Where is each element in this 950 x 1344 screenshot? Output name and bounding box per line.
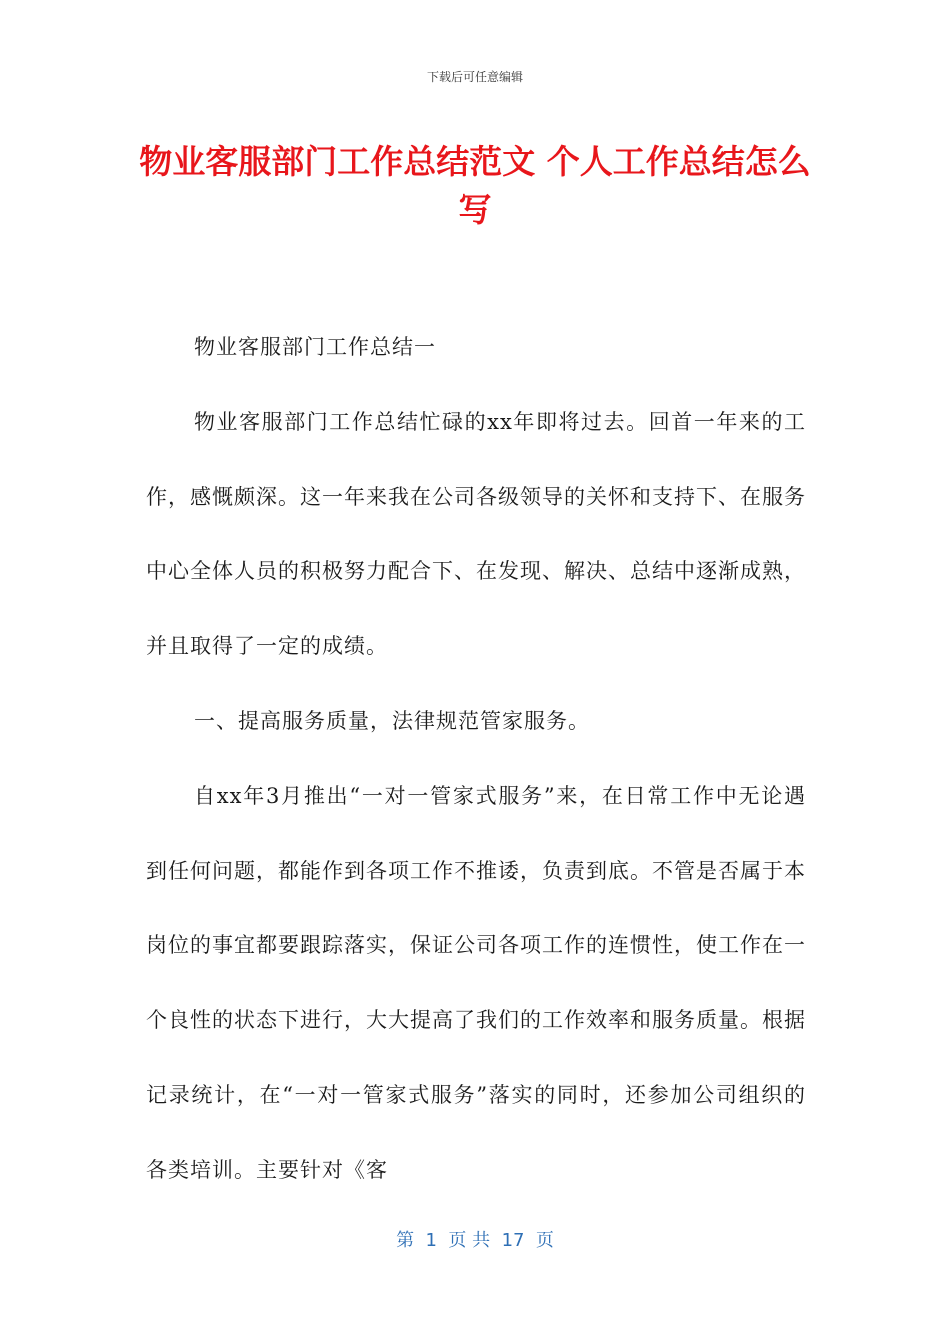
page-footer: 第 1 页 共 17 页 [396,1230,554,1251]
paragraph-section-heading: 物业客服部门工作总结一 [194,335,436,359]
header-note: 下载后可任意编辑 [426,70,523,84]
document-title: 物业客服部门工作总结范文 个人工作总结怎么写 [139,142,811,229]
paragraph-service-detail: 自xx年3月推出“一对一管家式服务”来，在日常工作中无论遇到任何问题，都能作到各项工作不推诿，负责到底。不管是否属于本岗位的事宜都要跟踪落实，保证公司各项工作的连惯性，使工作在一个良性的状态下进行，大大提高了我们的工作效率和服务质量。根据记录统计，在“一对一管家式服务”落实的同时，还参加公司组织的各类培训。主要针对《客 [146,783,806,1182]
document-body [146,310,806,1208]
paragraph-subheading: 一、提高服务质量，法律规范管家服务。 [194,708,590,733]
paragraph-intro: 物业客服部门工作总结忙碌的xx年即将过去。回首一年来的工作，感慨颇深。这一年来我在公司各级领导的关怀和支持下、在服务中心全体人员的积极努力配合下、在发现、解决、总结中逐渐成熟，并且取得了一定的成绩。 [146,409,806,659]
